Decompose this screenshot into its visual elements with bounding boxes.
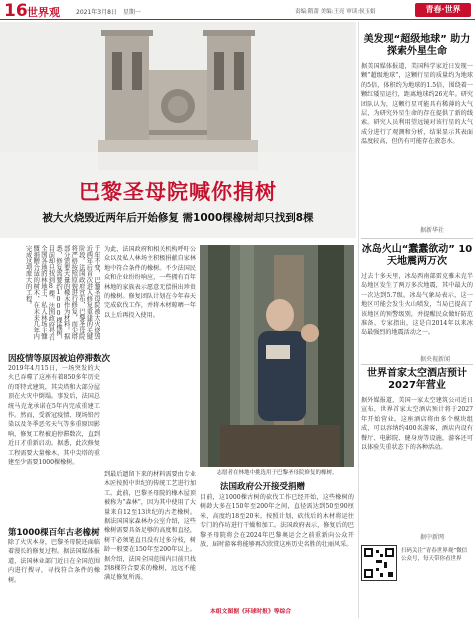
intro-text: 千年不变，巴黎圣母院被大火烧毁近两年后首次进入修复重建的关键阶段。法国政府宣布，巴黎圣母院将严格按照原貌进行修复，而尖塔部分需要大量的橡木作为材料。据悉，修复需要约1000棵橡树，目前却只找到8棵，法国政府号召全国各地的林地主、私人林场主慷慨捐赠合适的树木，在未来几年内完成这项庞大的工程。	[24, 245, 100, 343]
qr-code-icon	[362, 546, 396, 580]
qr-code[interactable]	[361, 545, 397, 581]
page-number: 16	[4, 1, 28, 21]
column2-upper-body: 为此，法国政府和相关机构呼吁公众以及私人林场主积极捐献自家林地中符合条件的橡树。不少法国民众和企业纷纷响应，一些拥有百年林地的家族表示愿意无偿捐出珍贵的橡树。修复团队计划在今年春天完成砍伐工作，并将木材晾晒一年以上后再投入使用。	[104, 246, 196, 319]
sidebar-article2-source: 据央视新闻	[420, 356, 451, 363]
brand-logo: 青春·世界	[415, 3, 471, 17]
sidebar-article1-body: 据美国媒体报道，美国科学家近日发现一颗“超级地球”，这颗行星的质量约为地球的5倍，体积约为地球的1.5倍，围绕着一颗红矮星运行，距离地球约26光年。研究团队认为，这颗行星可能具有稀薄的大气层，为研究外星生命的存在提供了新的线索。研究人员利用望远镜对该行星的大气成分进行了观测和分析，结果显示其表面温度较高，但仍有可能存在液态水。	[361, 63, 473, 146]
article-source: 本组文图据《环球时报》等综合	[210, 609, 292, 615]
column2-lower-body: 到最后遗留下来的材料需要由专业木匠按照中世纪的传统工艺进行加工。此前，巴黎圣母院的橡木屋顶被称为“森林”，因为其中使用了大量来自12至13世纪的古老橡树。据法国国家森林办公室介绍，这些橡树需要具备足够的高度和直径，树干必须笔直且没有过多分枝，树龄一般要在150年至200年以上。据介绍，法国全国范围内目前只找到8棵符合要求的橡树，远远不能满足修复所需。	[104, 471, 196, 582]
qr-caption: 扫码关注“青春世界观”微信公众号，每天带你看世界	[401, 548, 468, 562]
section2-heading: 第1000棵百年古老橡树	[8, 528, 100, 538]
sidebar-article3-source: 据中新网	[420, 534, 445, 541]
editors-line: 责编:隋蕾 美编:王亮 审读:侯玉娟	[295, 9, 376, 15]
subheadline: 被大火烧毁近两年后开始修复 需1000棵橡树却只找到8棵	[42, 212, 314, 224]
photo-caption: 志愿者在林地中挑选用于巴黎圣母院修复的橡树。	[216, 470, 338, 476]
photo-scene	[200, 245, 354, 467]
page-header	[0, 0, 475, 20]
volunteer-photo	[200, 245, 354, 467]
sidebar-separator	[361, 238, 473, 239]
section-name: 世界观	[27, 6, 60, 19]
section1-body: 2019年4月15日，一场突发的大火已吞噬了这座有着850多年历史的哥特式建筑，其尖塔和大部分屋顶在火灾中倒塌。事发后，法国总统马克龙承诺在5年内完成重建工作。然而，受新冠疫情、现场铅污染以及冬季恶劣天气等多重原因影响，修复工程被迫停滞数次，直到近日才重新启动。据悉，此次修复工程需要大量橡木，其中尖塔的重建至少需要1000棵橡树。	[8, 365, 100, 467]
sidebar-article2-title: 冰岛火山“蠢蠢欲动” 10天地震两万次	[361, 244, 473, 267]
sidebar-article1-title: 美发现“超级地球” 助力探索外星生命	[363, 34, 471, 57]
section3-body: 目前，这1000棵古树的砍伐工作已经开始，这些橡树的树龄大多在150年至200年之间，直径需达到50至90厘米，高度约18至20米。按照计划，砍伐后的木材将运往专门的作坊进行干燥和加工。法国政府表示，修复后的巴黎圣母院将会在2024年巴黎奥运会之前重新向公众开放，届时游客将能够再次欣赏这座历史名胜的壮丽风采。	[200, 494, 354, 549]
sidebar-article3-title: 世界首家太空酒店预计2027年营业	[367, 368, 467, 391]
sidebar-article2-body: 过去十多天里，冰岛西南部雷克雅未克半岛地区发生了两万多次地震，其中最大的一次达到5.7级。冰岛气象局表示，这一地区可能会发生火山喷发，当局已提高了该地区的预警级别，并提醒民众做好防范准备。专家指出，这是自2014年以来冰岛最强烈的地震活动之一。	[361, 273, 473, 337]
section2-body: 除了火灾本身，巴黎圣母院还面临着漫长的修复过程。据法国媒体报道，法国林业部门近日在全国范围内进行搜寻，寻找符合条件的橡树。	[8, 539, 100, 584]
section3-heading: 法国政府公开接受捐赠	[220, 482, 306, 492]
section1-heading: 因疫情等原因被迫停滞数次	[8, 354, 111, 364]
sidebar-article3-body: 据外媒报道，美国一家太空建筑公司近日宣布，世界首家太空酒店预计将于2027年开始营业。这座酒店将由多个模块组成，可以容纳约400名游客，酒店内设有餐厅、电影院、健身房等设施，游客还可以体验失重状态下的各种活动。	[361, 397, 473, 452]
sidebar-divider	[358, 22, 359, 618]
issue-date: 2021年3月8日 星期一	[76, 9, 141, 16]
sidebar-separator	[361, 364, 473, 365]
headline: 巴黎圣母院喊你捐树	[79, 180, 277, 204]
sidebar-article1-source: 据新华社	[420, 227, 445, 234]
